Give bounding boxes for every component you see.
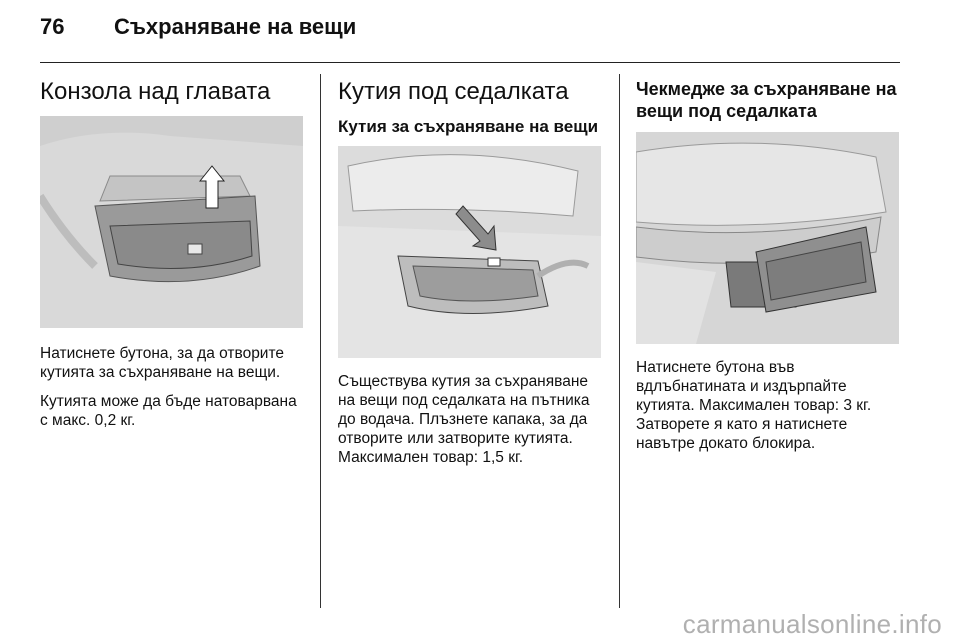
paragraph: Кутията може да бъде натоварвана с макс. 0,2 кг.	[40, 393, 297, 429]
section-title: Чекмедже за съхраняване на вещи под седалката	[636, 79, 897, 121]
section-title: Конзола над главата	[40, 78, 271, 105]
watermark: carmanualsonline.info	[682, 609, 942, 639]
under-seat-drawer-figure	[636, 132, 899, 344]
paragraph: Натиснете бутона, за да отворите кутията за съхраняване на вещи.	[40, 345, 285, 381]
column-divider-2	[619, 74, 620, 608]
column-under-seat-box	[338, 74, 606, 467]
section-title: Кутия под седалката	[338, 78, 569, 105]
paragraph: Натиснете бутона във вдлъбнатината и издърпайте кутията. Максимален товар: 3 кг. Затворете я като я натиснете навътре докато блокира.	[636, 359, 872, 452]
section-subtitle: Кутия за съхраняване на вещи	[338, 117, 599, 136]
overhead-console-figure	[40, 116, 303, 328]
column-under-seat-drawer	[636, 74, 904, 453]
chapter-title: Съхраняване на вещи	[114, 14, 357, 39]
column-divider-1	[320, 74, 321, 608]
page-number: 76	[40, 14, 65, 39]
under-seat-box-figure	[338, 146, 601, 358]
paragraph: Съществува кутия за съхраняване на вещи под седалката на пътника до водача. Плъзнете капака, за да отворите или затворите кутията. Максимален товар: 1,5 кг.	[338, 373, 590, 466]
column-overhead-console	[40, 74, 308, 430]
header-rule	[40, 62, 900, 63]
